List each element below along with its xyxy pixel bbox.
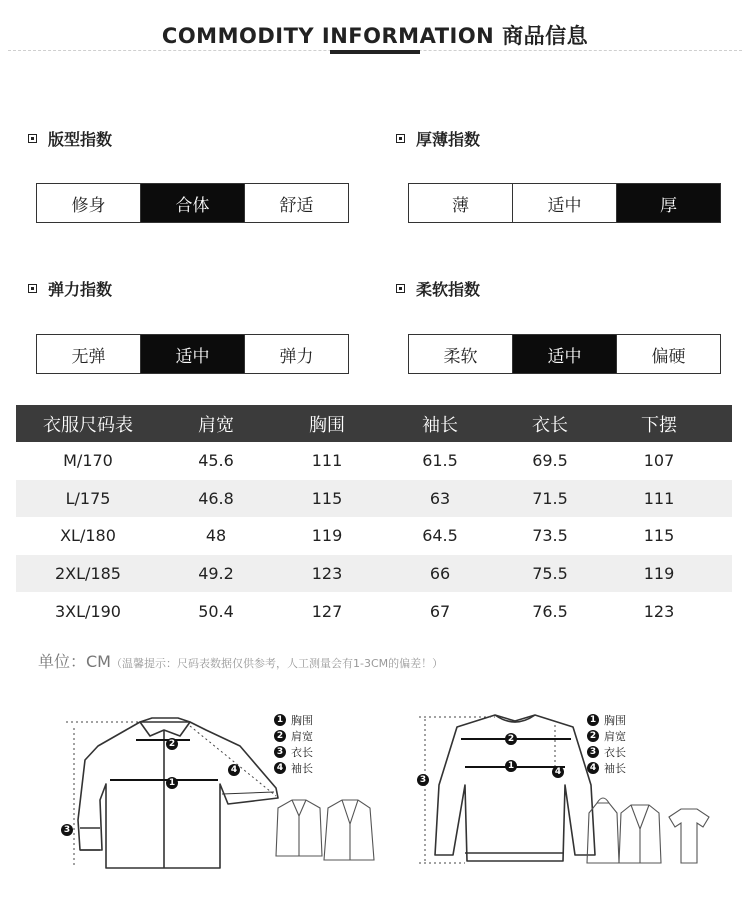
sweater-measurement-illustration (405, 705, 725, 875)
thickness-index-label: 厚薄指数 (416, 130, 481, 149)
table-cell: 50.4 (198, 601, 234, 621)
legend-item (587, 744, 626, 760)
table-cell: 69.5 (532, 451, 568, 471)
elasticity-index-title (28, 277, 112, 300)
legend-label: 胸围 (291, 714, 313, 727)
legend-item (587, 760, 626, 776)
table-cell: L/175 (65, 488, 111, 508)
elasticity-option-none: 无弹 (71, 346, 106, 367)
table-cell: 111 (643, 488, 675, 508)
legend-label: 肩宽 (604, 730, 626, 743)
fit-option-regular: 合体 (140, 184, 244, 222)
number-4-icon: 4 (587, 762, 599, 774)
number-3-icon: 3 (274, 746, 286, 758)
softness-index-scale (408, 334, 721, 374)
header-sleeve: 袖长 (422, 414, 458, 436)
legend-item (274, 744, 313, 760)
elasticity-option-medium: 适中 (140, 335, 244, 373)
table-cell: 67 (429, 601, 451, 621)
number-1-icon: 1 (587, 714, 599, 726)
table-cell: 66 (429, 564, 451, 584)
table-cell: M/170 (63, 451, 113, 471)
marker-length-icon: 3 (417, 774, 429, 786)
table-cell: 48 (205, 526, 227, 546)
header-shoulder: 肩宽 (198, 414, 234, 436)
table-cell: 119 (311, 526, 343, 546)
table-cell: 107 (643, 451, 675, 471)
header-size: 衣服尺码表 (43, 414, 133, 436)
number-2-icon: 2 (274, 730, 286, 742)
softness-option-stiff: 偏硬 (616, 335, 720, 373)
table-cell: 61.5 (422, 451, 458, 471)
table-cell: 115 (643, 526, 675, 546)
unit-note (38, 649, 443, 672)
number-1-icon: 1 (274, 714, 286, 726)
table-cell: 123 (643, 601, 675, 621)
measurement-legend (587, 712, 626, 776)
table-row (16, 480, 732, 518)
title-underline (330, 50, 420, 54)
legend-item (274, 728, 313, 744)
number-4-icon: 4 (274, 762, 286, 774)
table-cell: 75.5 (532, 564, 568, 584)
thickness-option-medium: 适中 (512, 184, 616, 222)
legend-item (587, 712, 626, 728)
number-3-icon: 3 (587, 746, 599, 758)
elasticity-index-label: 弹力指数 (48, 280, 113, 299)
legend-item (587, 728, 626, 744)
table-cell: 3XL/190 (55, 601, 121, 621)
table-cell: 45.6 (198, 451, 234, 471)
table-row (16, 517, 732, 555)
softness-option-soft: 柔软 (443, 346, 478, 367)
square-bullet-icon (28, 284, 37, 293)
marker-chest-icon: 1 (505, 760, 517, 772)
table-row (16, 592, 732, 630)
legend-label: 袖长 (291, 762, 313, 775)
table-cell: 76.5 (532, 601, 568, 621)
table-cell: 111 (311, 451, 343, 471)
marker-sleeve-icon: 4 (552, 766, 564, 778)
table-cell: 71.5 (532, 488, 568, 508)
page-title: COMMODITY INFORMATION 商品信息 (161, 24, 589, 48)
legend-label: 衣长 (291, 746, 313, 759)
table-cell: 115 (311, 488, 343, 508)
fit-index-label: 版型指数 (48, 130, 113, 149)
legend-label: 肩宽 (291, 730, 313, 743)
square-bullet-icon (396, 284, 405, 293)
table-cell: 64.5 (422, 526, 458, 546)
legend-label: 衣长 (604, 746, 626, 759)
square-bullet-icon (396, 134, 405, 143)
table-row (16, 555, 732, 593)
fit-index-title (28, 127, 112, 150)
elasticity-index-scale (36, 334, 349, 374)
size-table-header (16, 405, 732, 442)
measurement-legend (274, 712, 313, 776)
thickness-index-scale (408, 183, 721, 223)
marker-length-icon: 3 (61, 824, 73, 836)
table-cell: 123 (311, 564, 343, 584)
table-cell: 73.5 (532, 526, 568, 546)
table-cell: 63 (429, 488, 451, 508)
shirt-measurement-illustration (40, 700, 380, 875)
measurement-tip: （温馨提示：尺码表数据仅供参考，人工测量会有1-3CM的偏差！） (110, 657, 444, 670)
legend-item (274, 760, 313, 776)
thickness-index-title (396, 127, 480, 150)
table-cell: XL/180 (60, 526, 116, 546)
size-table (16, 405, 732, 630)
legend-item (274, 712, 313, 728)
marker-sleeve-icon: 4 (228, 764, 240, 776)
thickness-option-thin: 薄 (452, 195, 469, 216)
unit-label: 单位：CM (38, 652, 111, 671)
number-2-icon: 2 (587, 730, 599, 742)
fit-option-loose: 舒适 (244, 184, 348, 222)
marker-shoulder-icon: 2 (505, 733, 517, 745)
marker-shoulder-icon: 2 (166, 738, 178, 750)
header-length: 衣长 (532, 414, 568, 436)
header-chest: 胸围 (309, 414, 345, 436)
header-hem: 下摆 (641, 414, 677, 436)
table-cell: 127 (311, 601, 343, 621)
legend-label: 胸围 (604, 714, 626, 727)
softness-option-medium: 适中 (512, 335, 616, 373)
softness-index-label: 柔软指数 (416, 280, 481, 299)
square-bullet-icon (28, 134, 37, 143)
marker-chest-icon: 1 (166, 777, 178, 789)
softness-index-title (396, 277, 480, 300)
elasticity-option-stretch: 弹力 (244, 335, 348, 373)
table-cell: 2XL/185 (55, 564, 121, 584)
legend-label: 袖长 (604, 762, 626, 775)
fit-option-slim: 修身 (71, 195, 106, 216)
table-cell: 46.8 (198, 488, 234, 508)
fit-index-scale (36, 183, 349, 223)
table-cell: 49.2 (198, 564, 234, 584)
thickness-option-thick: 厚 (616, 184, 720, 222)
table-cell: 119 (643, 564, 675, 584)
table-row (16, 442, 732, 480)
